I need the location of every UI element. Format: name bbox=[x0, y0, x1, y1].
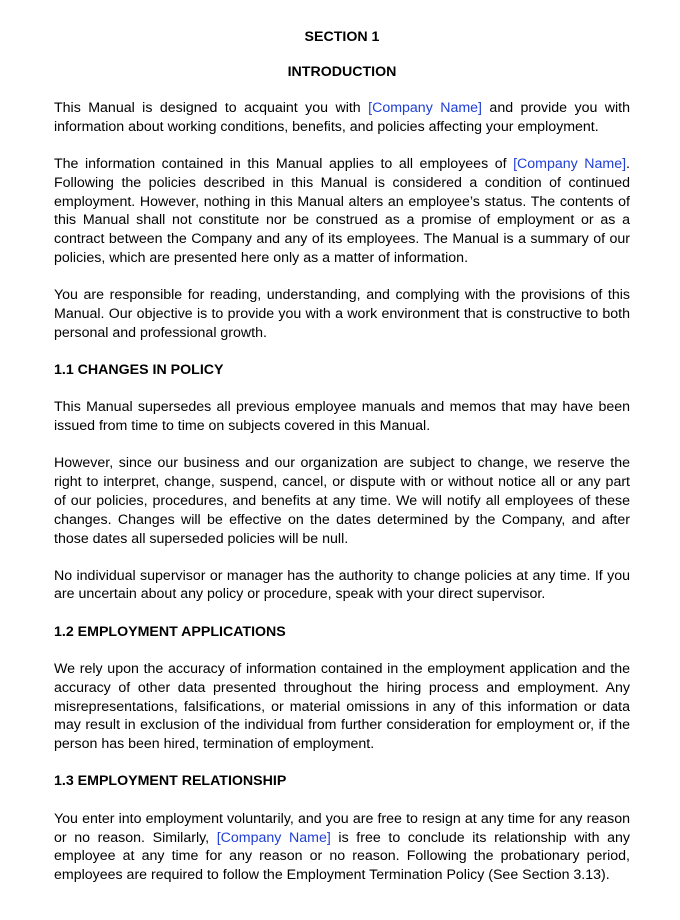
company-name-placeholder: [Company Name] bbox=[513, 155, 627, 172]
relationship-paragraph-1: You enter into employment voluntarily, and you are free to resign at any time for any reason or no reason. Similarly, [Company Name] is free to conclude its relationship with any employee at any time for any reason or no reason. Following the probationary period, employees are required to follow the Employment Termination Policy (See Section 3.13). bbox=[54, 810, 630, 884]
applications-paragraph-1: We rely upon the accuracy of information contained in the employment application and the accuracy of other data presented throughout the hiring process and employment. Any misrepresentations, falsifications, or material omissions in any of this information or data may result in exclusion of the individual from further consideration for employment or, if the person has been hired, termination of employment. bbox=[54, 661, 630, 753]
heading-changes-in-policy: 1.1 CHANGES IN POLICY bbox=[54, 361, 224, 378]
changes-paragraph-1: This Manual supersedes all previous employee manuals and memos that may have been issued from time to time on subjects covered in this Manual. bbox=[54, 399, 630, 435]
heading-employment-applications: 1.2 EMPLOYMENT APPLICATIONS bbox=[54, 623, 286, 640]
company-name-placeholder: [Company Name] bbox=[368, 100, 482, 116]
intro-paragraph-3: You are responsible for reading, understanding, and complying with the provisions of this Manual. Our objective is to provide you with a work environment that is constructive to both personal and professional growth. bbox=[54, 287, 630, 341]
section-label: SECTION 1 bbox=[304, 29, 380, 45]
document-page bbox=[54, 28, 630, 885]
heading-employment-relationship: 1.3 EMPLOYMENT RELATIONSHIP bbox=[54, 773, 287, 790]
intro-paragraph-2: The information contained in this Manual applies to all employees of [Company Name]. Following the policies described in this Manual is considered a condition of continued employment. However, nothing in this Manual alters an employee’s status. The contents of this Manual shall not constitute nor be construed as a promise of employment or as a contract between the Company and any of its employees. The Manual is a summary of our policies, which are presented here only as a matter of information. bbox=[54, 155, 630, 266]
intro-paragraph-1: This Manual is designed to acquaint you with [Company Name] and provide you with information about working conditions, benefits, and policies affecting your employment. bbox=[54, 100, 630, 135]
changes-paragraph-3: No individual supervisor or manager has the authority to change policies at any time. If you are uncertain about any policy or procedure, speak with your direct supervisor. bbox=[54, 567, 630, 603]
changes-paragraph-2: However, since our business and our organization are subject to change, we reserve the right to interpret, change, suspend, cancel, or dispute with or without notice all or any part of our policies, procedures, and benefits at any time. We will notify all employees of these changes. Changes will be effective on the dates determined by the Company, and after those dates all superseded policies will be null. bbox=[54, 455, 630, 547]
company-name-placeholder: [Company Name] bbox=[216, 829, 331, 846]
intro-heading: INTRODUCTION bbox=[287, 64, 397, 80]
